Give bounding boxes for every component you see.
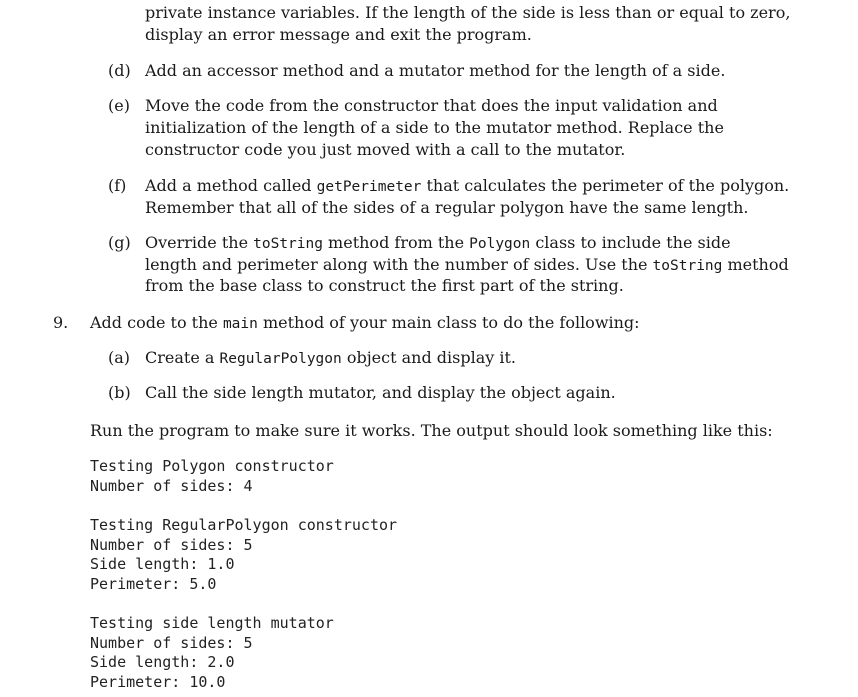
text: length and perimeter along with the number of sides. Use the <box>145 255 653 274</box>
output-line: Testing RegularPolygon constructor <box>90 516 398 534</box>
output-line <box>90 594 397 614</box>
item-e-line: initialization of the length of a side to the mutator method. Replace the <box>145 118 724 137</box>
sub-label-a: (a) <box>108 348 131 367</box>
text: Override the <box>145 233 254 252</box>
code-getPerimeter: getPerimeter <box>316 179 422 195</box>
text: class to include the side <box>530 233 731 252</box>
text: Add a method called <box>145 176 317 195</box>
text: object and display it. <box>341 348 516 367</box>
output-line: Side length: 1.0 <box>90 555 235 573</box>
code-toString: toString <box>652 258 723 274</box>
code-Polygon: Polygon <box>469 236 531 252</box>
item-label-d: (d) <box>108 61 131 80</box>
code-toString: toString <box>253 236 323 252</box>
text: method from the <box>322 233 470 252</box>
item-f-line <box>145 175 789 198</box>
text: method <box>722 255 789 274</box>
item-e-line: constructor code you just moved with a call to the mutator. <box>145 140 626 159</box>
item-g-line <box>145 232 731 255</box>
item-d-text: Add an accessor method and a mutator method for the length of a side. <box>145 61 726 80</box>
item-label-e: (e) <box>108 96 130 115</box>
text-line: private instance variables. If the length of the side is less than or equal to zero, <box>145 3 791 22</box>
text: Add code to the <box>90 313 223 332</box>
program-output <box>90 457 397 692</box>
output-line: Number of sides: 5 <box>90 535 253 554</box>
text: method of your main class to do the following: <box>257 313 640 332</box>
text: that calculates the perimeter of the polygon. <box>421 176 790 195</box>
step9-text <box>90 312 640 335</box>
item-g-line <box>145 254 789 277</box>
code-main: main <box>222 316 258 332</box>
output-line: Testing Polygon constructor <box>90 457 334 475</box>
item-g-line: from the base class to construct the first part of the string. <box>145 276 624 295</box>
sub-a-text <box>145 347 516 370</box>
run-instruction: Run the program to make sure it works. The output should look something like this: <box>90 421 773 440</box>
item-label-g: (g) <box>108 233 131 252</box>
output-line: Number of sides: 4 <box>90 476 253 495</box>
item-label-f: (f) <box>108 176 127 195</box>
item-e-line: Move the code from the constructor that does the input validation and <box>145 96 718 115</box>
output-line: Perimeter: 10.0 <box>90 672 226 691</box>
step-number: 9. <box>53 313 69 332</box>
text-line: display an error message and exit the program. <box>145 25 532 44</box>
output-line <box>90 496 397 516</box>
output-line: Testing side length mutator <box>90 614 334 632</box>
sub-label-b: (b) <box>108 383 131 402</box>
text: Create a <box>145 348 220 367</box>
output-line: Number of sides: 5 <box>90 633 253 652</box>
item-f-line: Remember that all of the sides of a regular polygon have the same length. <box>145 198 749 217</box>
output-line: Side length: 2.0 <box>90 653 235 671</box>
code-RegularPolygon: RegularPolygon <box>219 351 342 367</box>
output-line: Perimeter: 5.0 <box>90 574 217 593</box>
sub-b-text: Call the side length mutator, and display the object again. <box>145 383 616 402</box>
